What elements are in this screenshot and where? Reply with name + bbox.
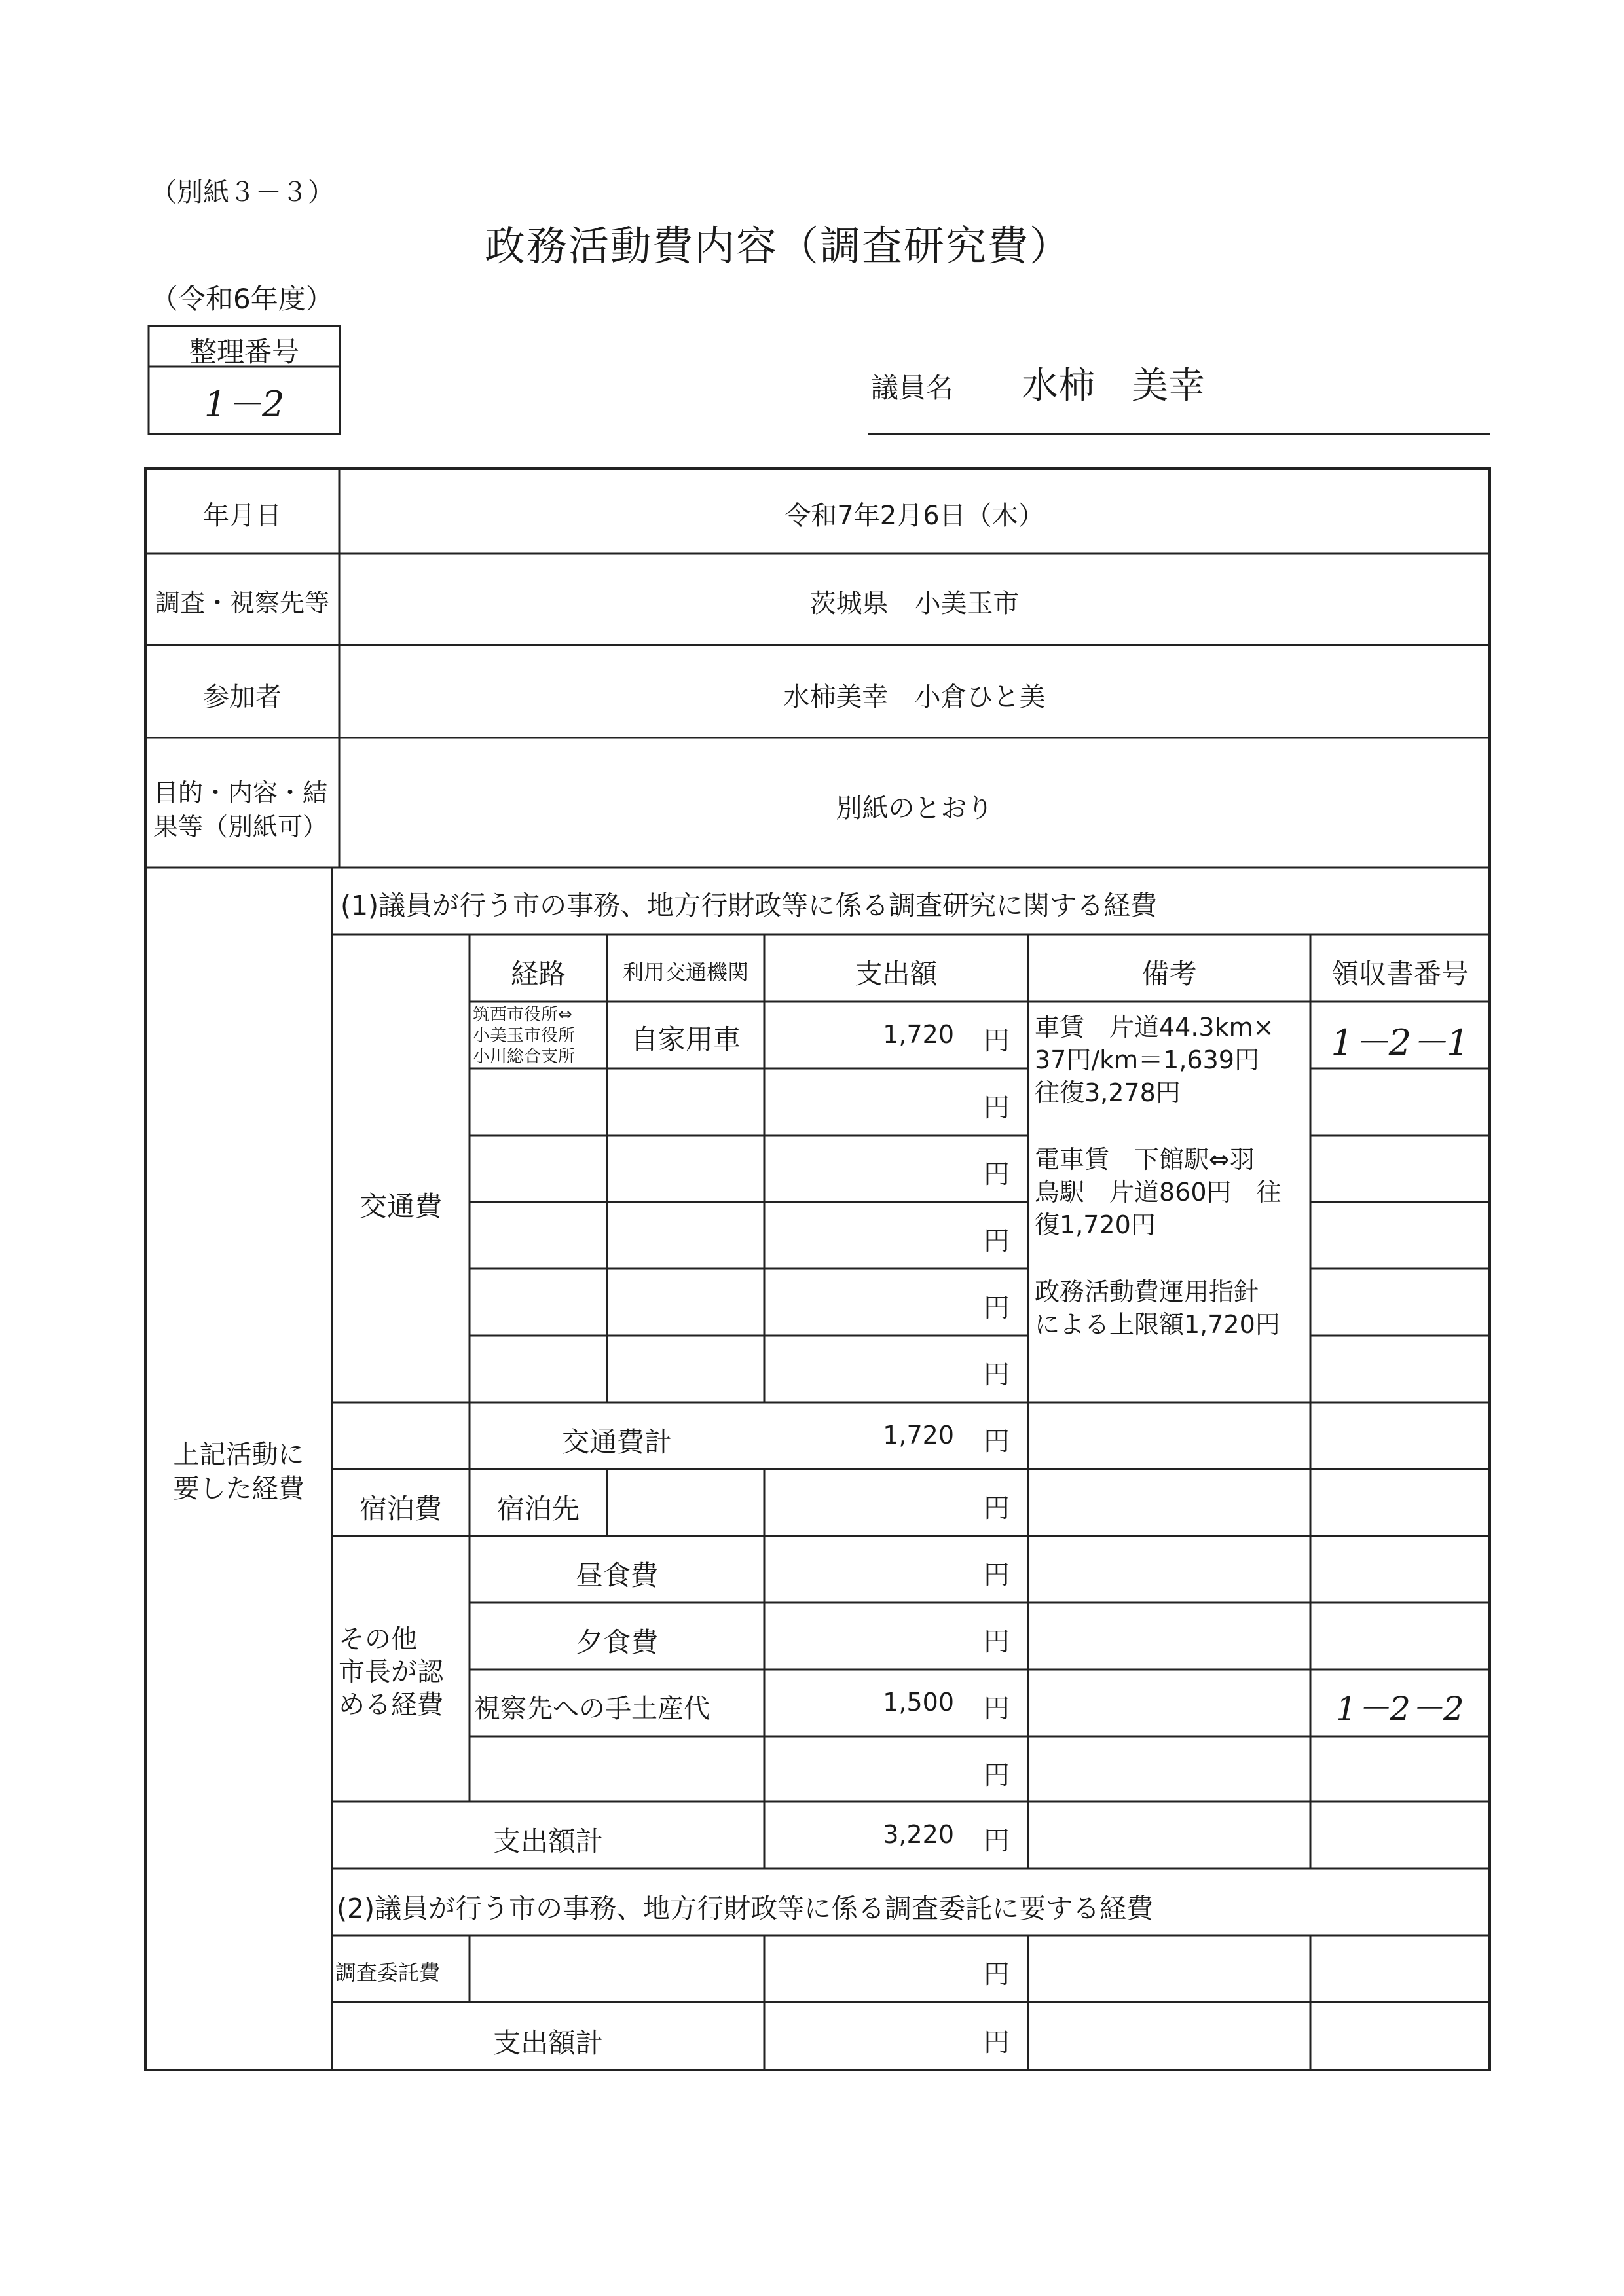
- yen-unit: 円: [984, 2028, 1010, 2058]
- yen-unit: 円: [984, 1694, 1010, 1724]
- lunch-label: 昼食費: [575, 1559, 658, 1592]
- destination-value: 茨城県 小美玉市: [809, 589, 1020, 619]
- member-label: 議員名: [871, 372, 954, 404]
- lodging-place-label: 宿泊先: [496, 1493, 580, 1525]
- notes-line: 復1,720円: [1035, 1211, 1156, 1239]
- notes-line: 往復3,278円: [1035, 1078, 1181, 1107]
- yen-unit: 円: [984, 1493, 1010, 1523]
- part2-heading: (2)議員が行う市の事務、地方行財政等に係る調査委託に要する経費: [337, 1893, 1154, 1924]
- page-title: 政務活動費内容（調査研究費）: [485, 222, 1072, 270]
- gift-label: 視察先への手土産代: [474, 1694, 710, 1724]
- yen-unit: 円: [984, 1959, 1010, 1990]
- other-label-line3: める経費: [339, 1690, 443, 1720]
- destination-label: 調査・視察先等: [155, 589, 329, 617]
- notes-line: 鳥駅 片道860円 往: [1035, 1178, 1282, 1207]
- subtotal-amount: 3,220: [883, 1820, 954, 1849]
- ref-box-label: 整理番号: [189, 336, 299, 368]
- yen-unit: 円: [984, 1360, 1010, 1390]
- transport-total-label: 交通費計: [561, 1426, 672, 1458]
- transport-total-amount: 1,720: [883, 1421, 954, 1449]
- col-receipt: 領収書番号: [1331, 958, 1469, 990]
- yen-unit: 円: [984, 1627, 1010, 1657]
- ref-box-value: 1－2: [204, 384, 285, 425]
- receipt-number-1: 1－2－1: [1331, 1022, 1469, 1063]
- other-label-line1: その他: [339, 1624, 417, 1654]
- col-route: 経路: [510, 958, 566, 990]
- lodging-label: 宿泊費: [359, 1493, 442, 1525]
- transport-amount: 1,720: [883, 1020, 954, 1049]
- expenses-section-label-line2: 要した経費: [173, 1474, 304, 1504]
- total2-label: 支出額計: [492, 2027, 603, 2059]
- purpose-value: 別紙のとおり: [836, 793, 993, 824]
- attachment-label: （別紙３－３）: [151, 177, 334, 208]
- dinner-label: 夕食費: [575, 1626, 658, 1658]
- yen-unit: 円: [984, 1093, 1010, 1123]
- notes-line: 37円/km＝1,639円: [1035, 1046, 1259, 1074]
- yen-unit: 円: [984, 1159, 1010, 1190]
- col-notes: 備考: [1141, 958, 1197, 990]
- notes-line: 電車賃 下館駅⇔羽: [1035, 1145, 1255, 1174]
- yen-unit: 円: [984, 1560, 1010, 1590]
- expenses-section-label-line1: 上記活動に: [173, 1440, 304, 1470]
- date-label: 年月日: [203, 501, 282, 531]
- yen-unit: 円: [984, 1293, 1010, 1323]
- yen-unit: 円: [984, 1826, 1010, 1856]
- yen-unit: 円: [984, 1226, 1010, 1256]
- participants-label: 参加者: [203, 682, 282, 712]
- yen-unit: 円: [984, 1427, 1010, 1457]
- fiscal-year: （令和6年度）: [151, 283, 333, 315]
- other-label-line2: 市長が認: [339, 1657, 443, 1687]
- route-line-2: 小美玉市役所: [473, 1026, 576, 1046]
- transport-label: 交通費: [359, 1190, 442, 1222]
- purpose-label-line1: 目的・内容・結: [153, 778, 328, 807]
- yen-unit: 円: [984, 1760, 1010, 1791]
- yen-unit: 円: [984, 1026, 1010, 1056]
- commission-label: 調査委託費: [335, 1960, 441, 1985]
- purpose-label-line2: 果等（別紙可）: [153, 812, 328, 841]
- participants-value: 水柿美幸 小倉ひと美: [783, 682, 1046, 712]
- transport-vehicle: 自家用車: [630, 1023, 741, 1055]
- subtotal-label: 支出額計: [492, 1825, 603, 1857]
- date-value: 令和7年2月6日（木）: [784, 501, 1044, 531]
- route-line-3: 小川総合支所: [473, 1047, 576, 1066]
- member-name: 水柿 美幸: [1022, 365, 1205, 407]
- route-line-1: 筑西市役所⇔: [473, 1005, 572, 1025]
- notes-line: 車賃 片道44.3km×: [1035, 1013, 1274, 1042]
- part1-heading: (1)議員が行う市の事務、地方行財政等に係る調査研究に関する経費: [341, 890, 1158, 921]
- col-amount: 支出額: [855, 958, 938, 990]
- notes-line: 政務活動費運用指針: [1035, 1277, 1259, 1306]
- receipt-number-2: 1－2－2: [1336, 1690, 1464, 1728]
- notes-line: による上限額1,720円: [1035, 1310, 1280, 1339]
- gift-amount: 1,500: [883, 1688, 954, 1717]
- col-transport: 利用交通機関: [622, 960, 748, 985]
